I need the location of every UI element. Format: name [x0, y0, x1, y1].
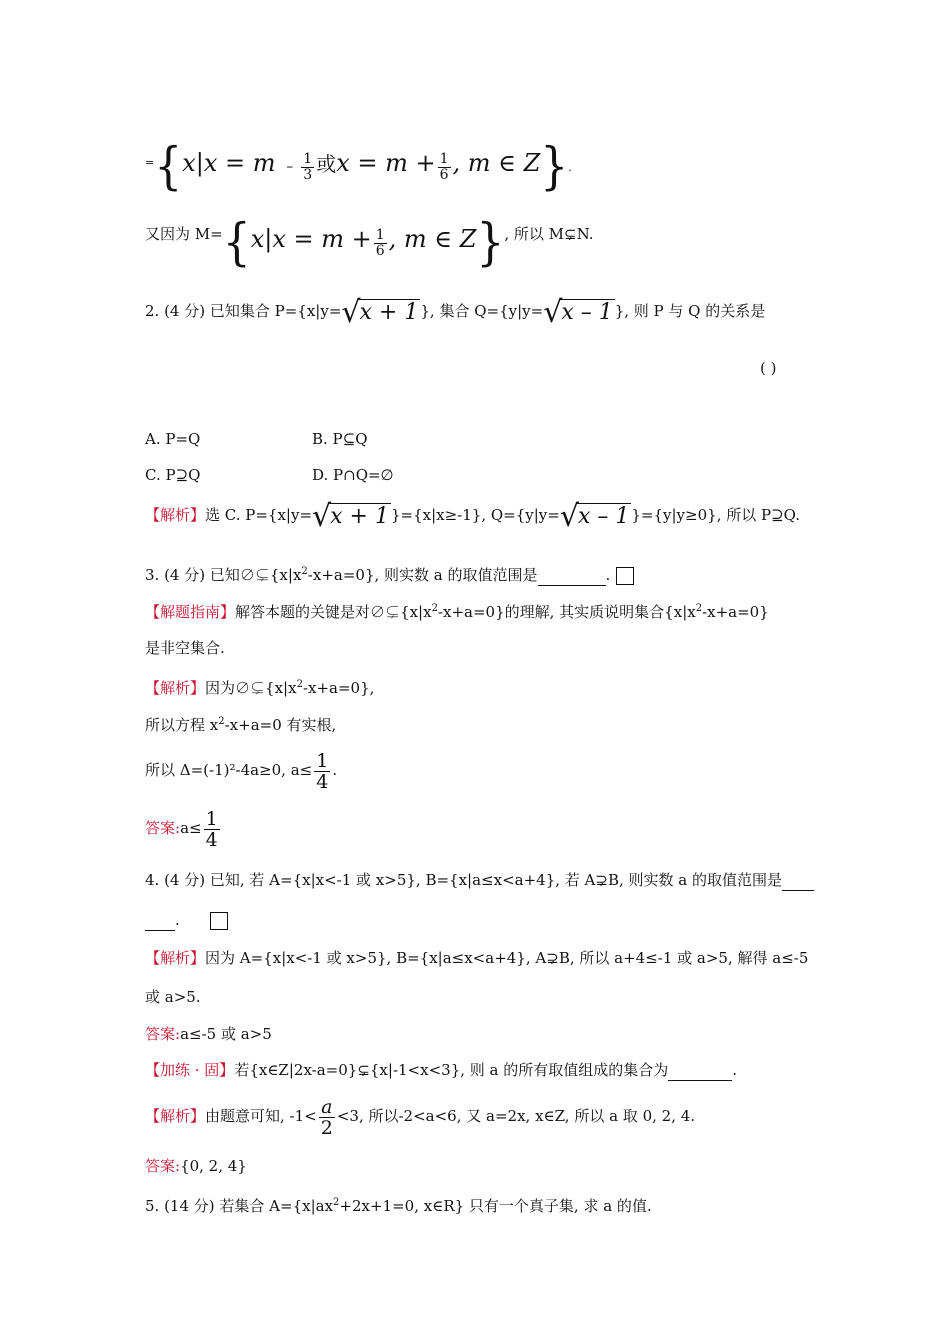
- answer-blank[interactable]: [145, 910, 175, 931]
- q2-sol-c: }={y|y≥0}, 所以 P⊇Q.: [631, 506, 800, 524]
- sqrt-x-minus-1: √x – 1: [559, 498, 630, 534]
- extra-stem-b: {x|-1<x<3}, 则 a 的所有取值组成的集合为: [369, 1061, 669, 1079]
- sqrt-x-plus-1: √x + 1: [341, 294, 419, 330]
- superscript-2: 2: [218, 716, 225, 727]
- q3-sol-line2b: -x+a=0 有实根,: [224, 716, 337, 734]
- period: .: [568, 161, 572, 174]
- q3-stem-b: {x|x: [269, 566, 302, 584]
- q4-sol-b: B, 所以 a+4≤-1 或 a>5, 解得 a≤-5: [558, 949, 809, 967]
- answer-value: {0, 2, 4}: [180, 1157, 247, 1175]
- q2-option-c[interactable]: C. P⊇Q: [145, 466, 201, 484]
- sqrt-x-plus-1: √x + 1: [312, 498, 389, 534]
- q3-guide-b: {x|x: [400, 603, 432, 621]
- extra-sol-a: 由题意可知, -1<: [205, 1107, 317, 1125]
- q3-sol-a: 因为∅: [205, 679, 251, 697]
- q3-sol-b: {x|x: [265, 679, 297, 697]
- q3-sol-line3-end: .: [332, 761, 338, 779]
- q2-sol-b: }={x|x≥-1}, Q={y|y=: [390, 506, 560, 524]
- proper-subset-symbol: ⊊: [385, 603, 401, 621]
- q3-solution-line3: [145, 748, 337, 792]
- superscript-2: 2: [296, 679, 303, 690]
- superscript-2: 2: [333, 1197, 340, 1208]
- solution-tag: 【解析】: [145, 506, 206, 524]
- checkbox-icon[interactable]: [616, 567, 634, 585]
- set-expr-2: x = m +: [336, 149, 436, 177]
- extra-sol-b: <3, 所以-2<a<6, 又 a=2x, x∈Z, 所以 a 取 0, 2, 4.: [336, 1107, 696, 1125]
- checkbox-icon[interactable]: [210, 912, 228, 930]
- set-tail: , m ∈ Z: [388, 225, 477, 253]
- q2-option-b[interactable]: B. P⊆Q: [312, 430, 368, 448]
- q3-guide: [145, 599, 769, 622]
- extra-stem-a: 若{x∈Z|2x-a=0}: [234, 1061, 358, 1079]
- superscript-2: 2: [431, 603, 438, 614]
- solution-tag: 【解析】: [145, 679, 206, 697]
- right-brace: }: [540, 137, 569, 196]
- q4-stem-b: B, 则实数 a 的取值范围是: [607, 871, 782, 889]
- proper-superset-symbol: ⊋: [546, 949, 559, 967]
- q4-sol-a: 因为 A={x|x<-1 或 x>5}, B={x|a≤x<a+4}, A: [205, 949, 547, 967]
- left-brace: {: [222, 213, 251, 272]
- q2-option-d[interactable]: D. P∩Q=∅: [312, 466, 394, 484]
- proper-subset-symbol: ⊊: [564, 225, 577, 243]
- proper-superset-symbol: ⊋: [595, 871, 608, 889]
- or-word: 或: [316, 152, 337, 176]
- left-brace: {: [154, 137, 183, 196]
- q2-solution: [145, 500, 800, 540]
- extra-answer: [145, 1156, 247, 1176]
- fraction-one-quarter: $\frac{1}{4}$: [316, 749, 329, 793]
- answer-value: a≤: [180, 819, 202, 837]
- q4-stem-end: .: [175, 911, 180, 929]
- superscript-2: 2: [695, 603, 703, 614]
- fraction-one-third: $\frac{1}{3}$: [303, 150, 313, 183]
- q5-stem-b: +2x+1=0, x∈R} 只有一个真子集, 求 a 的值.: [339, 1197, 652, 1215]
- q3-solution: [145, 675, 374, 698]
- q4-solution-line2: 或 a>5.: [145, 988, 201, 1006]
- q2-sol-a: 选 C. P={x|y=: [205, 506, 313, 524]
- practice-tag: 【加练 · 固】: [145, 1061, 235, 1079]
- answer-blank[interactable]: [668, 1060, 732, 1081]
- q2-stem-a: 2. (4 分) 已知集合 P={x|y=: [145, 302, 342, 320]
- minus-sign: –: [286, 159, 294, 175]
- also-end: N.: [576, 225, 594, 243]
- q3-stem: [145, 562, 634, 586]
- q3-guide-d: -x+a=0}: [702, 603, 769, 621]
- equals-prefix: =: [145, 156, 155, 169]
- q4-answer: [145, 1024, 272, 1044]
- sqrt-x-minus-1: √x – 1: [543, 294, 613, 330]
- q2-stem-c: }, 则 P 与 Q 的关系是: [614, 302, 766, 320]
- fraction-one-sixth: $\frac{1}{6}$: [375, 226, 385, 259]
- fraction-one-sixth: $\frac{1}{6}$: [439, 150, 449, 183]
- answer-label: 答案:: [145, 1157, 181, 1175]
- q3-guide-c: -x+a=0}的理解, 其实质说明集合{x|x: [437, 603, 696, 621]
- q3-guide-a: 解答本题的关键是对∅: [235, 603, 386, 621]
- proper-subset-symbol: ⊊: [250, 679, 266, 697]
- q3-answer: [145, 806, 222, 850]
- q3-stem-a: 3. (4 分) 已知∅: [145, 566, 255, 584]
- extra-stem: [145, 1060, 737, 1081]
- q3-sol-line2a: 所以方程 x: [145, 716, 219, 734]
- solution-tag: 【解析】: [145, 1107, 206, 1125]
- set-tail: , m ∈ Z: [452, 149, 541, 177]
- m-set-line: [145, 137, 572, 196]
- q3-guide-line2: 是非空集合.: [145, 639, 225, 657]
- right-brace: }: [476, 213, 505, 272]
- q3-solution-line2: [145, 712, 336, 735]
- q4-solution: [145, 948, 808, 968]
- also-prefix: 又因为 M=: [145, 225, 223, 243]
- q2-option-a[interactable]: A. P=Q: [145, 430, 201, 448]
- q4-stem-a: 4. (4 分) 已知, 若 A={x|x<-1 或 x>5}, B={x|a≤x<a+4}, 若 A: [145, 871, 596, 889]
- q4-stem: [145, 870, 814, 891]
- proper-subset-symbol: ⊊: [254, 566, 270, 584]
- q3-sol-line3: 所以 Δ=(-1)²-4a≥0, a≤: [145, 761, 313, 779]
- fraction-a-over-2: $\frac{a}{2}$: [320, 1095, 333, 1139]
- also-suffix: , 所以 M: [504, 225, 565, 243]
- q2-answer-paren: ( ): [760, 359, 777, 377]
- extra-solution: [145, 1094, 695, 1138]
- fraction-one-quarter: $\frac{1}{4}$: [205, 807, 218, 851]
- answer-blank[interactable]: [782, 870, 814, 891]
- set-expr: x|x = m +: [250, 225, 372, 253]
- guide-tag: 【解题指南】: [145, 603, 236, 621]
- q3-stem-end: .: [605, 566, 611, 584]
- answer-label: 答案:: [145, 819, 181, 837]
- also-line: [145, 213, 594, 272]
- set-expr-1: x|x = m: [182, 149, 276, 177]
- answer-value: a≤-5 或 a>5: [180, 1025, 272, 1043]
- answer-blank[interactable]: [538, 565, 606, 586]
- q3-sol-c: -x+a=0},: [302, 679, 375, 697]
- proper-subset-symbol: ⊊: [357, 1061, 370, 1079]
- q5-stem: [145, 1193, 652, 1216]
- q3-stem-c: -x+a=0}, 则实数 a 的取值范围是: [307, 566, 538, 584]
- q2-stem: [145, 296, 765, 336]
- q5-stem-a: 5. (14 分) 若集合 A={x|ax: [145, 1197, 334, 1215]
- answer-label: 答案:: [145, 1025, 181, 1043]
- superscript-2: 2: [301, 566, 308, 577]
- solution-tag: 【解析】: [145, 949, 206, 967]
- q2-stem-b: }, 集合 Q={y|y=: [420, 302, 544, 320]
- q4-stem-line2: [145, 910, 228, 931]
- extra-stem-end: .: [732, 1061, 738, 1079]
